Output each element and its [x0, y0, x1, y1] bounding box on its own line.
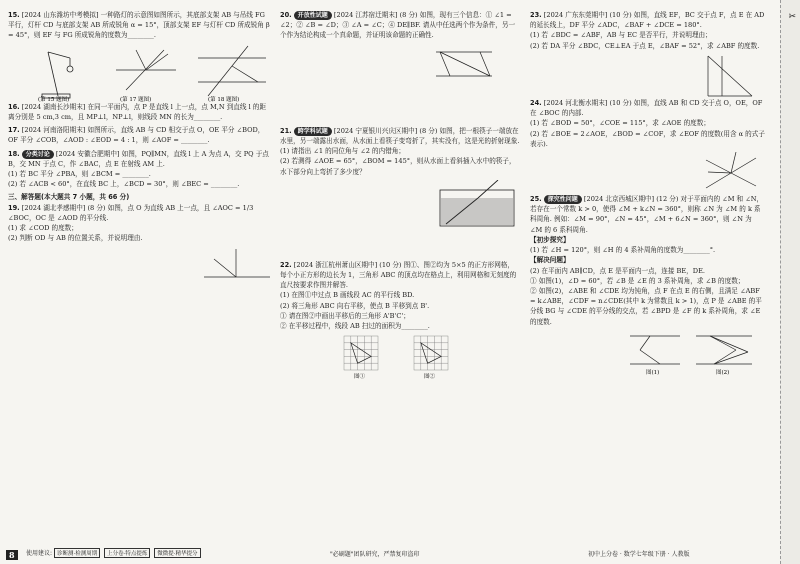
figures-15-17-18	[8, 44, 270, 102]
caption-17: (第 17 题图)	[120, 96, 152, 102]
question-text: [2024 河南洛阳期末] 如图所示，直线 AB 与 CD 相交于点 O，OE 平分 ∠BOD，OF 平分 ∠COB，∠AOD : ∠EOD = 4 : 1，则 ∠AOF = ________.	[8, 126, 265, 145]
question-part: (2) 若 ∠BOE = 2∠AOE，∠BOD = ∠COF，求 ∠EOF 的度数(用含 α 的式子表示).	[530, 129, 765, 148]
question-part: (1) 在图①中过点 B 画线段 AC 的平行线 BD.	[280, 291, 415, 300]
question-text: [2024 广东东莞期中] (10 分) 如图，直线 EF，BC 交于点 F，点 E 在 AD 的延长线上，DF 平分 ∠ADC，∠BAF + ∠DCE = 180°.	[530, 11, 765, 30]
category-tag: 探究性问题	[544, 195, 582, 204]
copyright-notice: "必刷题"团队研究，严禁复印盗印	[330, 551, 420, 558]
street-lamp-figure	[42, 52, 73, 98]
question-number: 22.	[280, 260, 292, 269]
caption-grid-2: 图②	[424, 374, 436, 381]
usage-badge: 上分卷·特点提炼	[104, 548, 150, 558]
figure-25	[530, 330, 766, 376]
question-part: (1) 若 ∠BOD = 50°，∠COE = 115°，求 ∠AOE 的度数；	[530, 119, 710, 128]
figure-24	[530, 152, 766, 194]
question-part: (1) 请指出 ∠1 的同位角与 ∠2 的内错角；	[280, 147, 405, 156]
question-text: [2024 江苏宿迁期末] (8 分) 如图，现有三个信息：① ∠1 = ∠2；② ∠B = ∠D；③ ∠A = ∠C；④ DE∥BF. 请从中任选两个作为条件，另一个作为结论构成一个真命题，并证明该命题的正确性.	[280, 11, 516, 40]
parallel-lines-figure	[198, 46, 266, 96]
figure-19	[8, 247, 270, 287]
figure-22-grids	[280, 334, 520, 380]
category-tag: 跨学科试题	[294, 127, 332, 136]
question-22	[280, 260, 520, 332]
question-15	[8, 10, 270, 41]
category-tag: 分类讨论	[22, 150, 54, 159]
question-number: 21.	[280, 126, 292, 135]
question-number: 19.	[8, 203, 20, 212]
column-left	[8, 10, 270, 287]
caption-fig-2: 图(2)	[716, 369, 730, 376]
usage-suggestion	[26, 548, 203, 558]
figure-20	[280, 44, 520, 86]
question-text: [2024 山东潍坊中考模拟] 一种路灯的示意图如图所示，其底部支架 AB 与吊线 FG 平行，灯杆 CD 与底部支架 AB 所成锐角 α = 15°，顶部支架 EF 与灯杆 CD 所成锐角 β = 45°，则 EF 与 FG 所成锐角的度数为________.	[8, 11, 270, 40]
intersecting-lines-figure	[116, 50, 176, 90]
question-part: (1) 求 ∠COD 的度数；	[8, 224, 78, 233]
question-number: 17.	[8, 126, 20, 135]
question-text: [2024 浙江杭州萧山区期中] (10 分) 图①、图②均为 5×5 的正方形网格，每个小正方形的边长为 1，三角形 ABC 的顶点均在格点上，利用网格和无刻度的直尺按要求作图并解答.	[280, 260, 517, 290]
column-middle	[280, 10, 520, 380]
question-number: 23.	[530, 11, 542, 19]
subheading: 【解决问题】	[530, 256, 570, 265]
usage-label: 使用建议:	[26, 550, 53, 557]
subheading: 【初步探究】	[530, 235, 570, 244]
question-24	[530, 98, 766, 149]
category-tag: 开放性试题	[294, 11, 332, 20]
question-part: ① 请在图②中画出平移后的三角形 A'B'C'；	[280, 311, 410, 320]
question-part: ② 如图(2)，∠ABE 和 ∠CDE 均为钝角，点 F 在点 E 的右侧，且满足 ∠ABF = k∠ABE，∠CDF = n∠CDE(其中 k 为常数且 k > 1)，点 P 是 ∠ABE 的平分线 BG 与 ∠CDE 的平分线的交点，若 ∠BPD 是 ∠F 的 k 系补周角，求 ∠E 的度数.	[530, 286, 762, 326]
figure-23	[530, 54, 766, 98]
question-part: (1) 若 ∠H = 120°，则 ∠H 的 4 系补周角的度数为________°.	[530, 246, 716, 255]
question-part: ① 如图(1)，∠D = 60°，若 ∠B 是 ∠E 的 3 系补周角，求 ∠B 的度数；	[530, 276, 745, 285]
question-20	[280, 10, 520, 41]
caption-fig-1: 图(1)	[646, 369, 660, 376]
question-part: (2) 若 ∠ACB < 60°，在直线 BC 上，∠BCD = 30°，则 ∠BEC = ________.	[8, 180, 240, 189]
question-text: [2024 湖北孝感期中] (8 分) 如图，点 O 为直线 AB 上一点，且 ∠AOC = 1/3 ∠BOC，OC 是 ∠AOD 的平分线.	[8, 203, 254, 222]
caption-15: (第 15 题图)	[38, 96, 70, 102]
usage-badge: 诊断测·检测周期	[54, 548, 100, 558]
binding-margin	[780, 0, 800, 564]
question-number: 20.	[280, 11, 292, 19]
question-23	[530, 10, 766, 51]
question-21	[280, 126, 520, 177]
question-text: [2024 河北衡水期末] (10 分) 如图，直线 AB 和 CD 交于点 O，OE，OF 在 ∠BOC 的内部.	[530, 98, 763, 118]
question-part: (2) 若 DA 平分 ∠BDC，CE⊥EA 于点 E，∠BAF = 52°，求 ∠ABF 的度数.	[530, 41, 760, 50]
question-19	[8, 203, 270, 244]
column-right	[530, 10, 766, 376]
question-number: 15.	[8, 11, 20, 19]
caption-18: (第 18 题图)	[208, 96, 240, 102]
question-number: 24.	[530, 98, 542, 107]
question-number: 16.	[8, 102, 20, 111]
question-text: [2024 北京西城区期中] (12 分) 对于平面内的 ∠M 和 ∠N，若存在一个常数 k > 0，使得 ∠M + k∠N = 360°，则称 ∠N 为 ∠M 的 k 系科周角. 例如：∠M = 90°，∠N = 45°，∠M + 6∠N = 360°，则 ∠N 为 ∠M 的 6 系科周角.	[530, 194, 764, 234]
question-part: (2) 将三角形 ABC 向右平移，使点 B 平移到点 B'.	[280, 301, 430, 310]
page-number: 8	[6, 550, 18, 560]
question-number: 18.	[8, 149, 20, 158]
question-text: [2024 湖南长沙期末] 在同一平面内，点 P 是直线 l 上一点，点 M,N 到直线 l 的距离分别是 5 cm,3 cm，且 MP⊥l，NP⊥l，则线段 MN 的长为________.	[8, 102, 266, 121]
question-part: ② 在平移过程中，线段 AB 扫过的面积为________.	[280, 322, 430, 331]
question-part: (2) 若测得 ∠AOE = 65°，∠BOM = 145°，则从水面上看斜插入水中的筷子，水下部分向上弯折了多少度？	[280, 157, 516, 176]
question-part: (1) 若 BC 平分 ∠PBA，则 ∠BCM = ________.	[8, 169, 151, 178]
usage-badge: 微微提·精华提分	[154, 548, 200, 558]
scissors-icon: ✂	[788, 12, 796, 22]
question-part: (2) 判断 OD 与 AB 的位置关系，并说明理由.	[8, 234, 143, 243]
question-16	[8, 102, 270, 122]
question-17	[8, 125, 270, 145]
question-part: (1) 若 ∠BDC = ∠ABF，AB 与 EC 是否平行，并说明理由；	[530, 31, 712, 40]
question-25	[530, 194, 766, 327]
book-title: 初中上分卷 · 数学七年级下册 · 人教版	[588, 551, 690, 558]
question-number: 25.	[530, 194, 542, 203]
question-text: [2024 宁夏银川兴庆区期中] (8 分) 如图，把一根筷子一端放在水里，另一端露出水面，从水面上看筷子变弯折了，其实没有，这是光的折射现象.	[280, 126, 520, 145]
question-part: (2) 在平面内 AB∥CD，点 E 是平面内一点，连接 BE，DE.	[530, 266, 705, 275]
figure-21-chopstick-in-water	[280, 180, 520, 230]
question-text: [2024 安徽合肥期中] 如图，PQ∥MN，直线 l 上 A 为点 A，交 PQ 于点 B，交 MN 于点 C，作 ∠BAC，点 E 在射线 AM 上.	[8, 149, 269, 168]
question-18	[8, 149, 270, 190]
caption-grid-1: 图①	[354, 374, 366, 381]
section-heading: 三、解答题(本大题共 7 小题，共 66 分)	[8, 193, 130, 202]
